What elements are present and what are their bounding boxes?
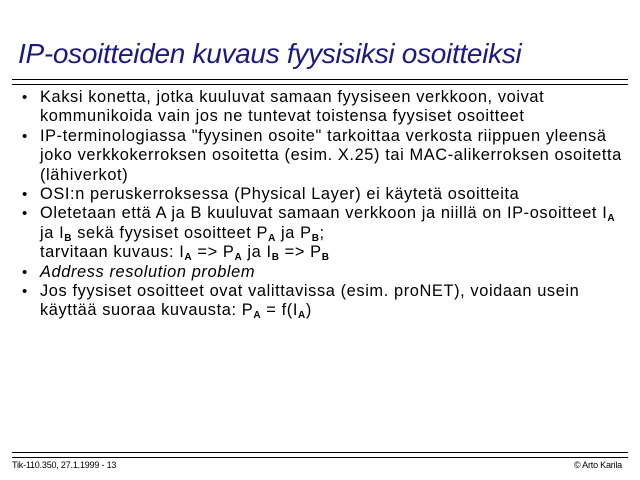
bullet-text: IP-terminologiassa "fyysinen osoite" tarkoittaa verkosta riippuen yleensä joko verkkokerroksen osoitetta (esim. X.25) tai MAC-alikerroksen osoitetta (lähiverkot) [40,126,622,184]
bullet-item [0,88,640,127]
bullet-item [0,127,640,185]
footer-copyright: © Arto Karila [573,460,622,470]
bullet-dot: • [22,283,28,301]
bullet-text: Kaksi konetta, jotka kuuluvat samaan fyysiseen verkkoon, voivat kommunikoida vain jos ne tuntevat toistensa fyysiset osoitteet [40,88,545,126]
bullet-item [0,263,640,282]
bullet-item [0,204,640,262]
bullet-list [0,88,640,321]
title-divider [12,84,628,85]
bullet-text: Address resolution problem [40,262,256,281]
bullet-text: Oletetaan että A ja B kuuluvat samaan verkkoon ja niillä on IP-osoitteet $I_A$ ja $I_B$ sekä fyysiset osoitteet $P_A$ ja $P_B$; tarvitaan kuvaus: $I_A => P_A$ ja $I_B => P_B$ [40,204,616,264]
bullet-dot: • [22,205,28,223]
slide-title: IP-osoitteiden kuvaus fyysisiksi osoitteiksi [18,38,522,69]
bullet-dot: • [22,263,28,281]
bullet-dot: • [22,89,28,106]
bullet-item [0,185,640,204]
bullet-text: Jos fyysiset osoitteet ovat valittavissa (esim. proNET), voidaan usein käyttää suoraa kuvausta: $P_A = f(I_A)$ [40,282,580,322]
bullet-dot: • [22,127,28,145]
title-divider [12,79,628,80]
bullet-item [0,282,640,321]
bullet-text: OSI:n peruskerroksessa (Physical Layer) ei käytetä osoitteita [40,185,520,204]
footer-divider [12,452,628,453]
bullet-dot: • [22,186,28,204]
footer-course-info: Tik-110.350, 27.1.1999 - 13 [12,460,117,470]
footer-divider [12,457,628,458]
